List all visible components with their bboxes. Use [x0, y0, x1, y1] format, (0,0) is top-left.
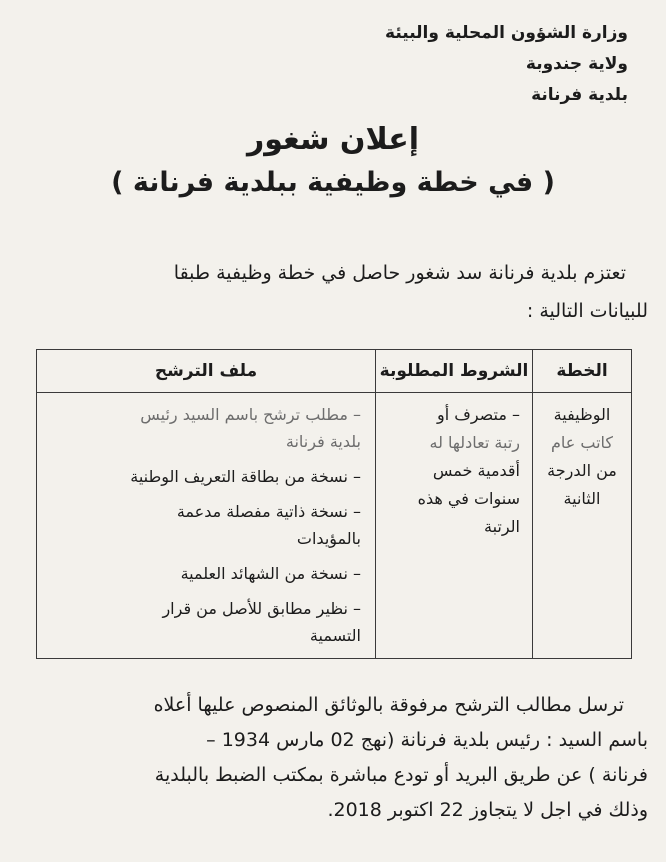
condition-line: الرتبة	[483, 517, 520, 536]
file-item: – نسخة من بطاقة التعريف الوطنية	[130, 467, 361, 486]
municipality-name: بلدية فرنانة	[531, 85, 628, 105]
announcement-title	[0, 118, 666, 204]
file-item: – نظير مطابق للأصل من قرار التسمية	[162, 599, 361, 645]
conditions-cell	[376, 393, 533, 659]
title-sub: ( في خطة وظيفية ببلدية فرنانة )	[111, 167, 555, 198]
condition-line: – متصرف أو	[436, 405, 520, 424]
plan-line: من الدرجة	[547, 461, 617, 480]
header-file: ملف الترشح	[37, 350, 376, 393]
file-item: – نسخة من الشهائد العلمية	[180, 564, 361, 583]
submission-paragraph	[18, 688, 648, 828]
intro-paragraph	[18, 254, 648, 330]
intro-line-2: للبيانات التالية :	[526, 300, 648, 322]
plan-line: كاتب عام	[550, 433, 614, 452]
vacancy-table	[36, 349, 632, 659]
condition-line: سنوات في هذه	[417, 489, 520, 508]
footer-line-1: ترسل مطالب الترشح مرفوقة بالوثائق المنصوص عليها أعلاه	[153, 694, 624, 716]
plan-line: الثانية	[563, 489, 601, 508]
plan-line: الوظيفية	[553, 405, 611, 424]
table-row	[37, 393, 632, 659]
file-item: – نسخة ذاتية مفصلة مدعمة بالمؤيدات	[176, 502, 361, 548]
title-main: إعلان شغور	[246, 122, 420, 157]
condition-line: رتبة تعادلها له	[429, 433, 520, 452]
ministry-name: وزارة الشؤون المحلية والبيئة	[385, 23, 628, 43]
condition-line: أقدمية خمس	[432, 461, 520, 480]
header-conditions: الشروط المطلوبة	[376, 350, 533, 393]
header-plan: الخطة	[533, 350, 632, 393]
file-cell	[37, 393, 376, 659]
table-header-row	[37, 350, 632, 393]
issuer-header	[385, 18, 628, 111]
footer-line-4: وذلك في اجل لا يتجاوز 22 اكتوبر 2018.	[327, 799, 648, 821]
intro-line-1: تعتزم بلدية فرنانة سد شغور حاصل في خطة وظيفية طبقا	[173, 262, 626, 284]
governorate-name: ولاية جندوبة	[525, 54, 628, 74]
file-item: – مطلب ترشح باسم السيد رئيس بلدية فرنانة	[140, 405, 361, 451]
footer-line-2: باسم السيد : رئيس بلدية فرنانة (نهج 02 مارس 1934 –	[206, 729, 648, 751]
footer-line-3: فرنانة ) عن طريق البريد أو تودع مباشرة بمكتب الضبط بالبلدية	[154, 764, 648, 786]
plan-cell	[533, 393, 632, 659]
